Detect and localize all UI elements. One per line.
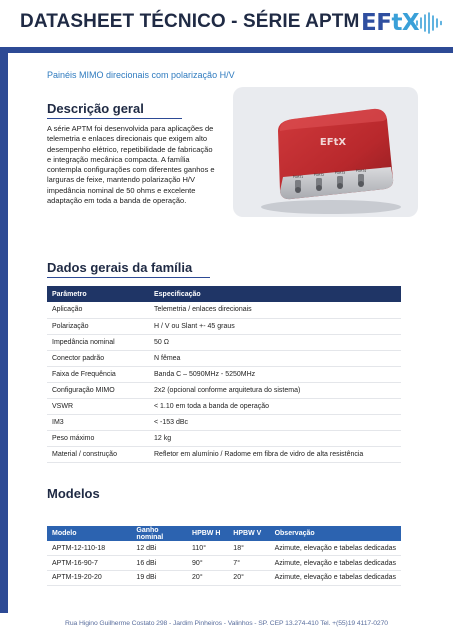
note-cell: Azimute, elevação e tabelas dedicadas [270, 556, 401, 571]
port-label: PORT4 [355, 169, 367, 173]
spec-cell: Refletor em alumínio / Radome em fibra de vidro de alta resistência [149, 447, 401, 463]
hpbw-h-cell: 110° [187, 541, 228, 556]
table-row [47, 350, 401, 366]
table-row [47, 447, 401, 463]
table-row [47, 366, 401, 382]
section-title-family: Dados gerais da família [47, 260, 192, 275]
spec-cell: < 1.10 em toda a banda de operação [149, 399, 401, 415]
footer-address: Rua Higino Guilherme Costato 298 - Jardim Pinheiros - Valinhos - SP. CEP 13.274-410 Tel. +(55)19 4117-0270 [65, 620, 388, 627]
note-cell: Azimute, elevação e tabelas dedicadas [270, 571, 401, 586]
port-label: PORT2 [313, 173, 325, 177]
table-row [47, 571, 401, 586]
model-cell: APTM-12-110-18 [47, 541, 131, 556]
table-header-row [47, 286, 401, 302]
param-cell: Configuração MIMO [47, 382, 149, 398]
param-cell: Impedância nominal [47, 334, 149, 350]
param-cell: Aplicação [47, 302, 149, 318]
spec-cell: 50 Ω [149, 334, 401, 350]
model-cell: APTM-16-90-7 [47, 556, 131, 571]
note-cell: Azimute, elevação e tabelas dedicadas [270, 541, 401, 556]
table-row [47, 382, 401, 398]
spec-cell: < -153 dBc [149, 415, 401, 431]
port-label: PORT3 [334, 171, 346, 175]
section-underline [47, 118, 182, 120]
column-header: Modelo [47, 526, 131, 541]
spec-cell: N fêmea [149, 350, 401, 366]
section-title-description: Descrição geral [47, 101, 144, 116]
hpbw-h-cell: 90° [187, 556, 228, 571]
signal-wave-icon [415, 12, 445, 34]
param-cell: Polarização [47, 318, 149, 334]
spec-cell: 2x2 (opcional conforme arquitetura do sistema) [149, 382, 401, 398]
param-cell: Faixa de Frequência [47, 366, 149, 382]
hpbw-v-cell: 18° [228, 541, 269, 556]
gain-cell: 19 dBi [131, 571, 187, 586]
param-cell: Material / construção [47, 447, 149, 463]
spec-cell: Telemetria / enlaces direcionais [149, 302, 401, 318]
table-row [47, 431, 401, 447]
product-brand-text: EFtX [319, 137, 347, 148]
column-header: Observação [270, 526, 401, 541]
side-accent-bar [0, 53, 8, 613]
header-rule [0, 47, 453, 53]
table-row [47, 556, 401, 571]
column-header: Parâmetro [47, 286, 149, 302]
hpbw-v-cell: 7° [228, 556, 269, 571]
section-title-models: Modelos [47, 486, 100, 501]
table-row [47, 399, 401, 415]
param-cell: VSWR [47, 399, 149, 415]
column-header: HPBW H [187, 526, 228, 541]
logo-accent-text: tX [391, 10, 420, 36]
table-row [47, 302, 401, 318]
table-header-row [47, 526, 401, 541]
column-header: Ganho nominal [131, 526, 187, 541]
spec-cell: H / V ou Slant +- 45 graus [149, 318, 401, 334]
param-cell: Conector padrão [47, 350, 149, 366]
antenna-panel-illustration [233, 87, 418, 217]
param-cell: IM3 [47, 415, 149, 431]
table-row [47, 334, 401, 350]
logo-main-text: EF [361, 10, 392, 36]
model-cell: APTM-19-20-20 [47, 571, 131, 586]
column-header: HPBW V [228, 526, 269, 541]
table-row [47, 541, 401, 556]
page-header [0, 0, 453, 46]
document-title: DATASHEET TÉCNICO - SÉRIE APTM [20, 11, 360, 32]
spec-cell: 12 kg [149, 431, 401, 447]
description-paragraph: A série APTM foi desenvolvida para aplicações de telemetria e enlaces direcionais que exigem alto desempenho elétrico, repetibilidade de fabricação e integração mecânica compacta. A família contempla configurações com diferentes ganhos e larguras de feixe, mantendo polarização H/V impedância nominal de 50 ohms e excelente adaptação em toda a banda de operação. [47, 124, 215, 206]
hpbw-v-cell: 20° [228, 571, 269, 586]
family-spec-table [47, 286, 401, 463]
hpbw-h-cell: 20° [187, 571, 228, 586]
spec-cell: Banda C – 5090MHz - 5250MHz [149, 366, 401, 382]
table-row [47, 318, 401, 334]
section-underline [47, 277, 210, 279]
eftx-logo [361, 10, 446, 36]
param-cell: Peso máximo [47, 431, 149, 447]
table-row [47, 415, 401, 431]
gain-cell: 16 dBi [131, 556, 187, 571]
port-label: PORT1 [292, 175, 304, 179]
gain-cell: 12 dBi [131, 541, 187, 556]
product-image [233, 87, 418, 217]
models-table [47, 526, 401, 586]
document-subtitle: Painéis MIMO direcionais com polarização H/V [47, 70, 235, 80]
column-header: Especificação [149, 286, 401, 302]
